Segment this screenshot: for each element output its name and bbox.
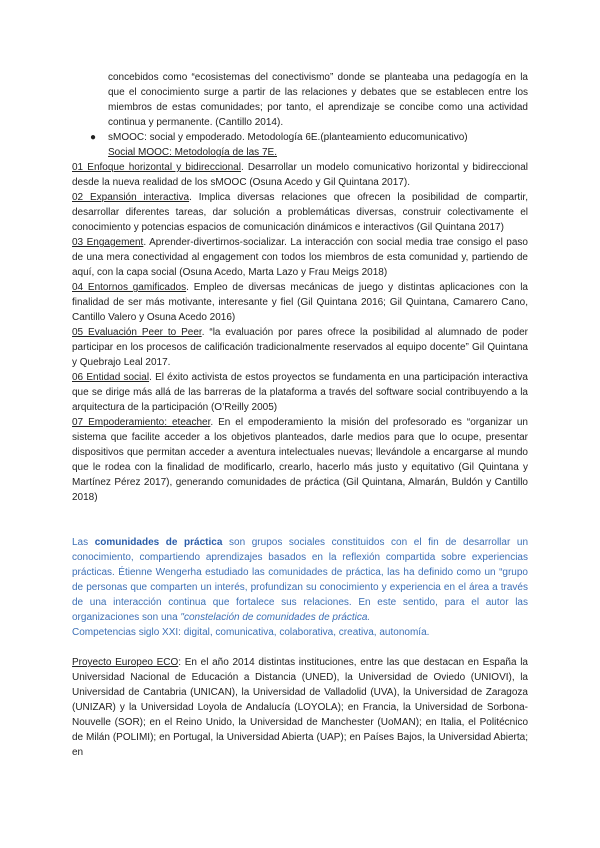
- bullet-text: sMOOC: social y empoderado. Metodología 6E.(planteamiento educomunicativo): [108, 132, 468, 143]
- eco-text: : En el año 2014 distintas instituciones, entre las que destacan en España la Universidad Nacional de Educación a Distancia (UNED), la Universidad de Oviedo (UNIOVI), la Universidad de Cantabria (UNICAN), la Universidad de Valladolid (UVA), la Universidad de Zaragoza (UNIZAR) y la Universidad Loyola de Andalucía (LOYOLA); en Francia, la Universidad de Sorbona- Nouvelle (SOR); en el Reino Unido, la Universidad de Manchester (UoMAN); en Italia, el Politécnico de Milán (POLIMI); en Portugal, la Universidad Abierta (UAP); en Países Bajos, la Universidad Abierta; en: [72, 657, 528, 758]
- item-text: . El éxito activista de estos proyectos se fundamenta en una participación interactiva que se dirige más allá de las barreras de la plataforma a través del software social contribuyendo a la arquitectura de la participación (O’Reilly 2005): [72, 372, 528, 413]
- eco-title: Proyecto Europeo ECO: [72, 657, 179, 668]
- bullet-dot-icon: ●: [90, 132, 97, 143]
- item-title: 07 Empoderamiento: eteacher: [72, 417, 211, 428]
- bullet-item: [72, 130, 528, 160]
- communities-quote: "constelación de comunidades de práctica.: [180, 612, 371, 623]
- intro-paragraph: concebidos como “ecosistemas del conectivismo” donde se planteaba una pedagogía en la que el conocimiento surge a partir de las relaciones y debates que se establecen entre los miembros de estas comunidades; por tanto, el aprendizaje se concibe como una actividad continua y permanente. (Cantillo 2014).: [108, 72, 528, 128]
- item-text: . “la evaluación por pares ofrece la posibilidad al alumnado de poder participar en los procesos de calificación tradicionalmente reservados al equipo docente” Gil Quintana y Quebrajo Leal 2017.: [72, 327, 528, 368]
- item-title: 05 Evaluación Peer to Peer: [72, 327, 202, 338]
- list-item: [72, 235, 528, 280]
- communities-lead: Las: [72, 537, 95, 548]
- item-title: 02 Expansión interactiva: [72, 192, 190, 203]
- list-item: [72, 190, 528, 235]
- communities-paragraph: [72, 535, 528, 625]
- item-title: 01 Enfoque horizontal y bidireccional: [72, 162, 241, 173]
- communities-term: comunidades de práctica: [94, 537, 223, 548]
- item-title: 04 Entornos gamificados: [72, 282, 187, 293]
- list-item: [72, 370, 528, 415]
- list-item: [72, 325, 528, 370]
- list-item: [72, 160, 528, 190]
- item-title: 03 Engagement: [72, 237, 144, 248]
- eco-paragraph: [72, 655, 528, 760]
- list-item: [72, 415, 528, 505]
- item-text: . Aprender-divertirnos-socializar. La interacción con social media trae consigo el paso de una mera conectividad al engagement con todos los miembros de esta comunidad y, partiendo de aquí, con la capa social (Osuna Acedo, Marta Lazo y Frau Meigs 2018): [72, 237, 528, 278]
- item-text: . En el empoderamiento la misión del profesorado es “organizar un sistema que facilite acceder a los objetivos planteados, darle medios para que lo ocupe, presentar dispositivos que permitan acceder a aventura intelectuales nuevas; llevándole a encargarse al mundo que le rodea con la finalidad de modificarlo, crearlo, hacerlo más justo y equitativo (Gil Quintana y Martínez Pérez 2017), generando comunidades de práctica (Gil Quintana, Almarán, Buldón y Cantillo 2018): [72, 417, 528, 503]
- competencies-line: Competencias siglo XXI: digital, comunicativa, colaborativa, creativa, autonomía.: [72, 627, 430, 638]
- document-page: [72, 70, 528, 760]
- bullet-subheading: Social MOOC: Metodología de las 7E.: [108, 147, 277, 158]
- item-text: . Implica diversas relaciones que ofrecen la posibilidad de compartir, desarrollar diferentes tareas, dar solución a problemáticas diversas, construir colectivamente el conocimiento y potencias espacios de comunicación dinámicos e interactivos (Gil Quintana 2017): [72, 192, 528, 233]
- item-text: . Empleo de diversas mecánicas de juego y distintas aplicaciones con la finalidad de ser más motivante, interesante y fiel (Gil Quintana 2016; Gil Quintana, Camarero Cano, Cantillo Valero y Osuna Acedo 2016): [72, 282, 528, 323]
- list-item: [72, 280, 528, 325]
- item-title: 06 Entidad social: [72, 372, 150, 383]
- communities-body: son grupos sociales constituidos con el fin de desarrollar un conocimiento, compartiendo aprendizajes basados en la reflexión compartida sobre experiencias prácticas. Étienne Wengerha estudiado las comunidades de práctica, las ha definido como un “grupo de personas que comparten un interés, profundizan su conocimiento y experiencia en el área a través de una interacción continua que fortalece sus relaciones. En este sentido, para el autor las organizaciones son una: [72, 537, 529, 623]
- item-text: . Desarrollar un modelo comunicativo horizontal y bidireccional desde la nueva realidad de los sMOOC (Osuna Acedo y Gil Quintana 2017).: [72, 162, 528, 188]
